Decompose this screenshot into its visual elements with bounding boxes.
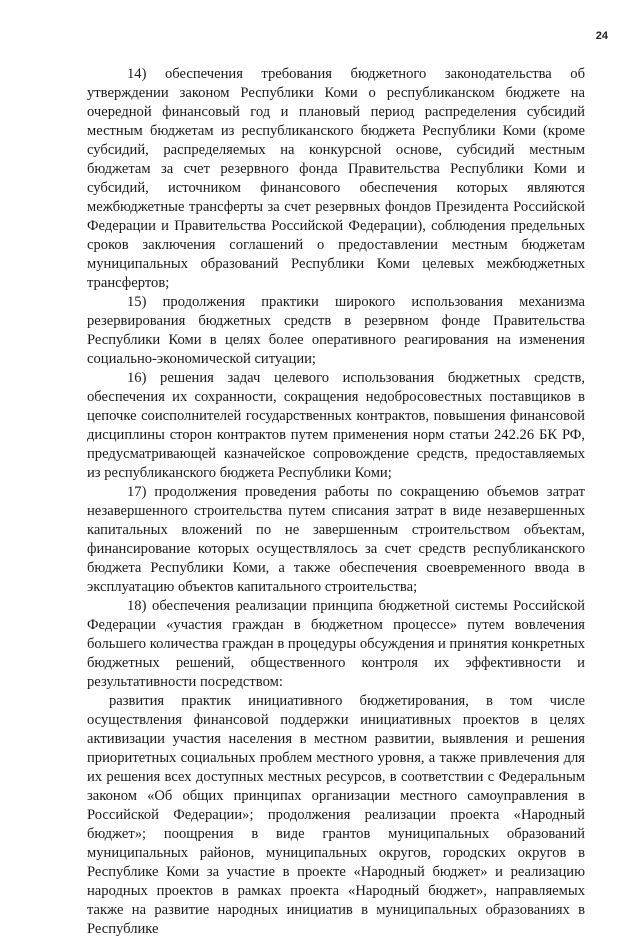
document-body xyxy=(87,65,585,939)
paragraph-item-16: 16) решения задач целевого использования бюджетных средств, обеспечения их сохранности, сокращения недобросовестных поставщиков в цепочке соисполнителей государственных контрактов, повышения финансовой дисциплины сторон контрактов путем применения норм статьи 242.26 БК РФ, предусматривающей казначейское сопровождение средств, предоставляемых из республиканского бюджета Республики Коми; xyxy=(87,370,585,481)
paragraph-subitem-initiative-budgeting: развития практик инициативного бюджетирования, в том числе осуществления финансовой поддержки инициативных проектов в целях активизации участия населения в местном развитии, выявления и решения приоритетных социальных проблем местного уровня, а также привлечения для их решения всех доступных местных ресурсов, в соответствии с Федеральным законом «Об общих принципах организации местного самоуправления в Российской Федерации»; продолжения реализации проекта «Народный бюджет»; поощрения в виде грантов муниципальных образований муниципальных районов, муниципальных округов, городских округов в Республике Коми за участие в проекте «Народный бюджет» и реализацию народных проектов в рамках проекта «Народный бюджет», направляемых также на развитие народных инициатив в муниципальных образованиях в Республике xyxy=(87,693,585,937)
page-number: 24 xyxy=(595,30,608,42)
paragraph-item-14: 14) обеспечения требования бюджетного законодательства об утверждении законом Республики Коми о республиканском бюджете на очередной финансовый год и плановый период распределения субсидий местным бюджетам из республиканского бюджета Республики Коми (кроме субсидий, распределяемых на конкурсной основе, субсидий местным бюджетам за счет резервного фонда Правительства Республики Коми и субсидий, источником финансового обеспечения которых являются межбюджетные трансферты за счет резервных фондов Президента Российской Федерации и Правительства Российской Федерации), соблюдения предельных сроков заключения соглашений о предоставлении местным бюджетам муниципальных образований Республики Коми целевых межбюджетных трансфертов; xyxy=(87,66,585,291)
paragraph-item-17: 17) продолжения проведения работы по сокращению объемов затрат незавершенного строительства путем списания затрат в виде незавершенных капитальных вложений по не завершенным строительством объектам, финансирование которых осуществлялось за счет средств республиканского бюджета Республики Коми, а также обеспечения своевременного ввода в эксплуатацию объектов капитального строительства; xyxy=(87,484,585,595)
paragraph-item-18: 18) обеспечения реализации принципа бюджетной системы Российской Федерации «участия граждан в бюджетном процессе» путем вовлечения большего количества граждан в процедуры обсуждения и принятия конкретных бюджетных решений, общественного контроля их эффективности и результативности посредством: xyxy=(87,598,586,690)
paragraph-item-15: 15) продолжения практики широкого использования механизма резервирования бюджетных средств в резервном фонде Правительства Республики Коми в целях более оперативного реагирования на изменения социально-экономической ситуации; xyxy=(87,294,585,367)
